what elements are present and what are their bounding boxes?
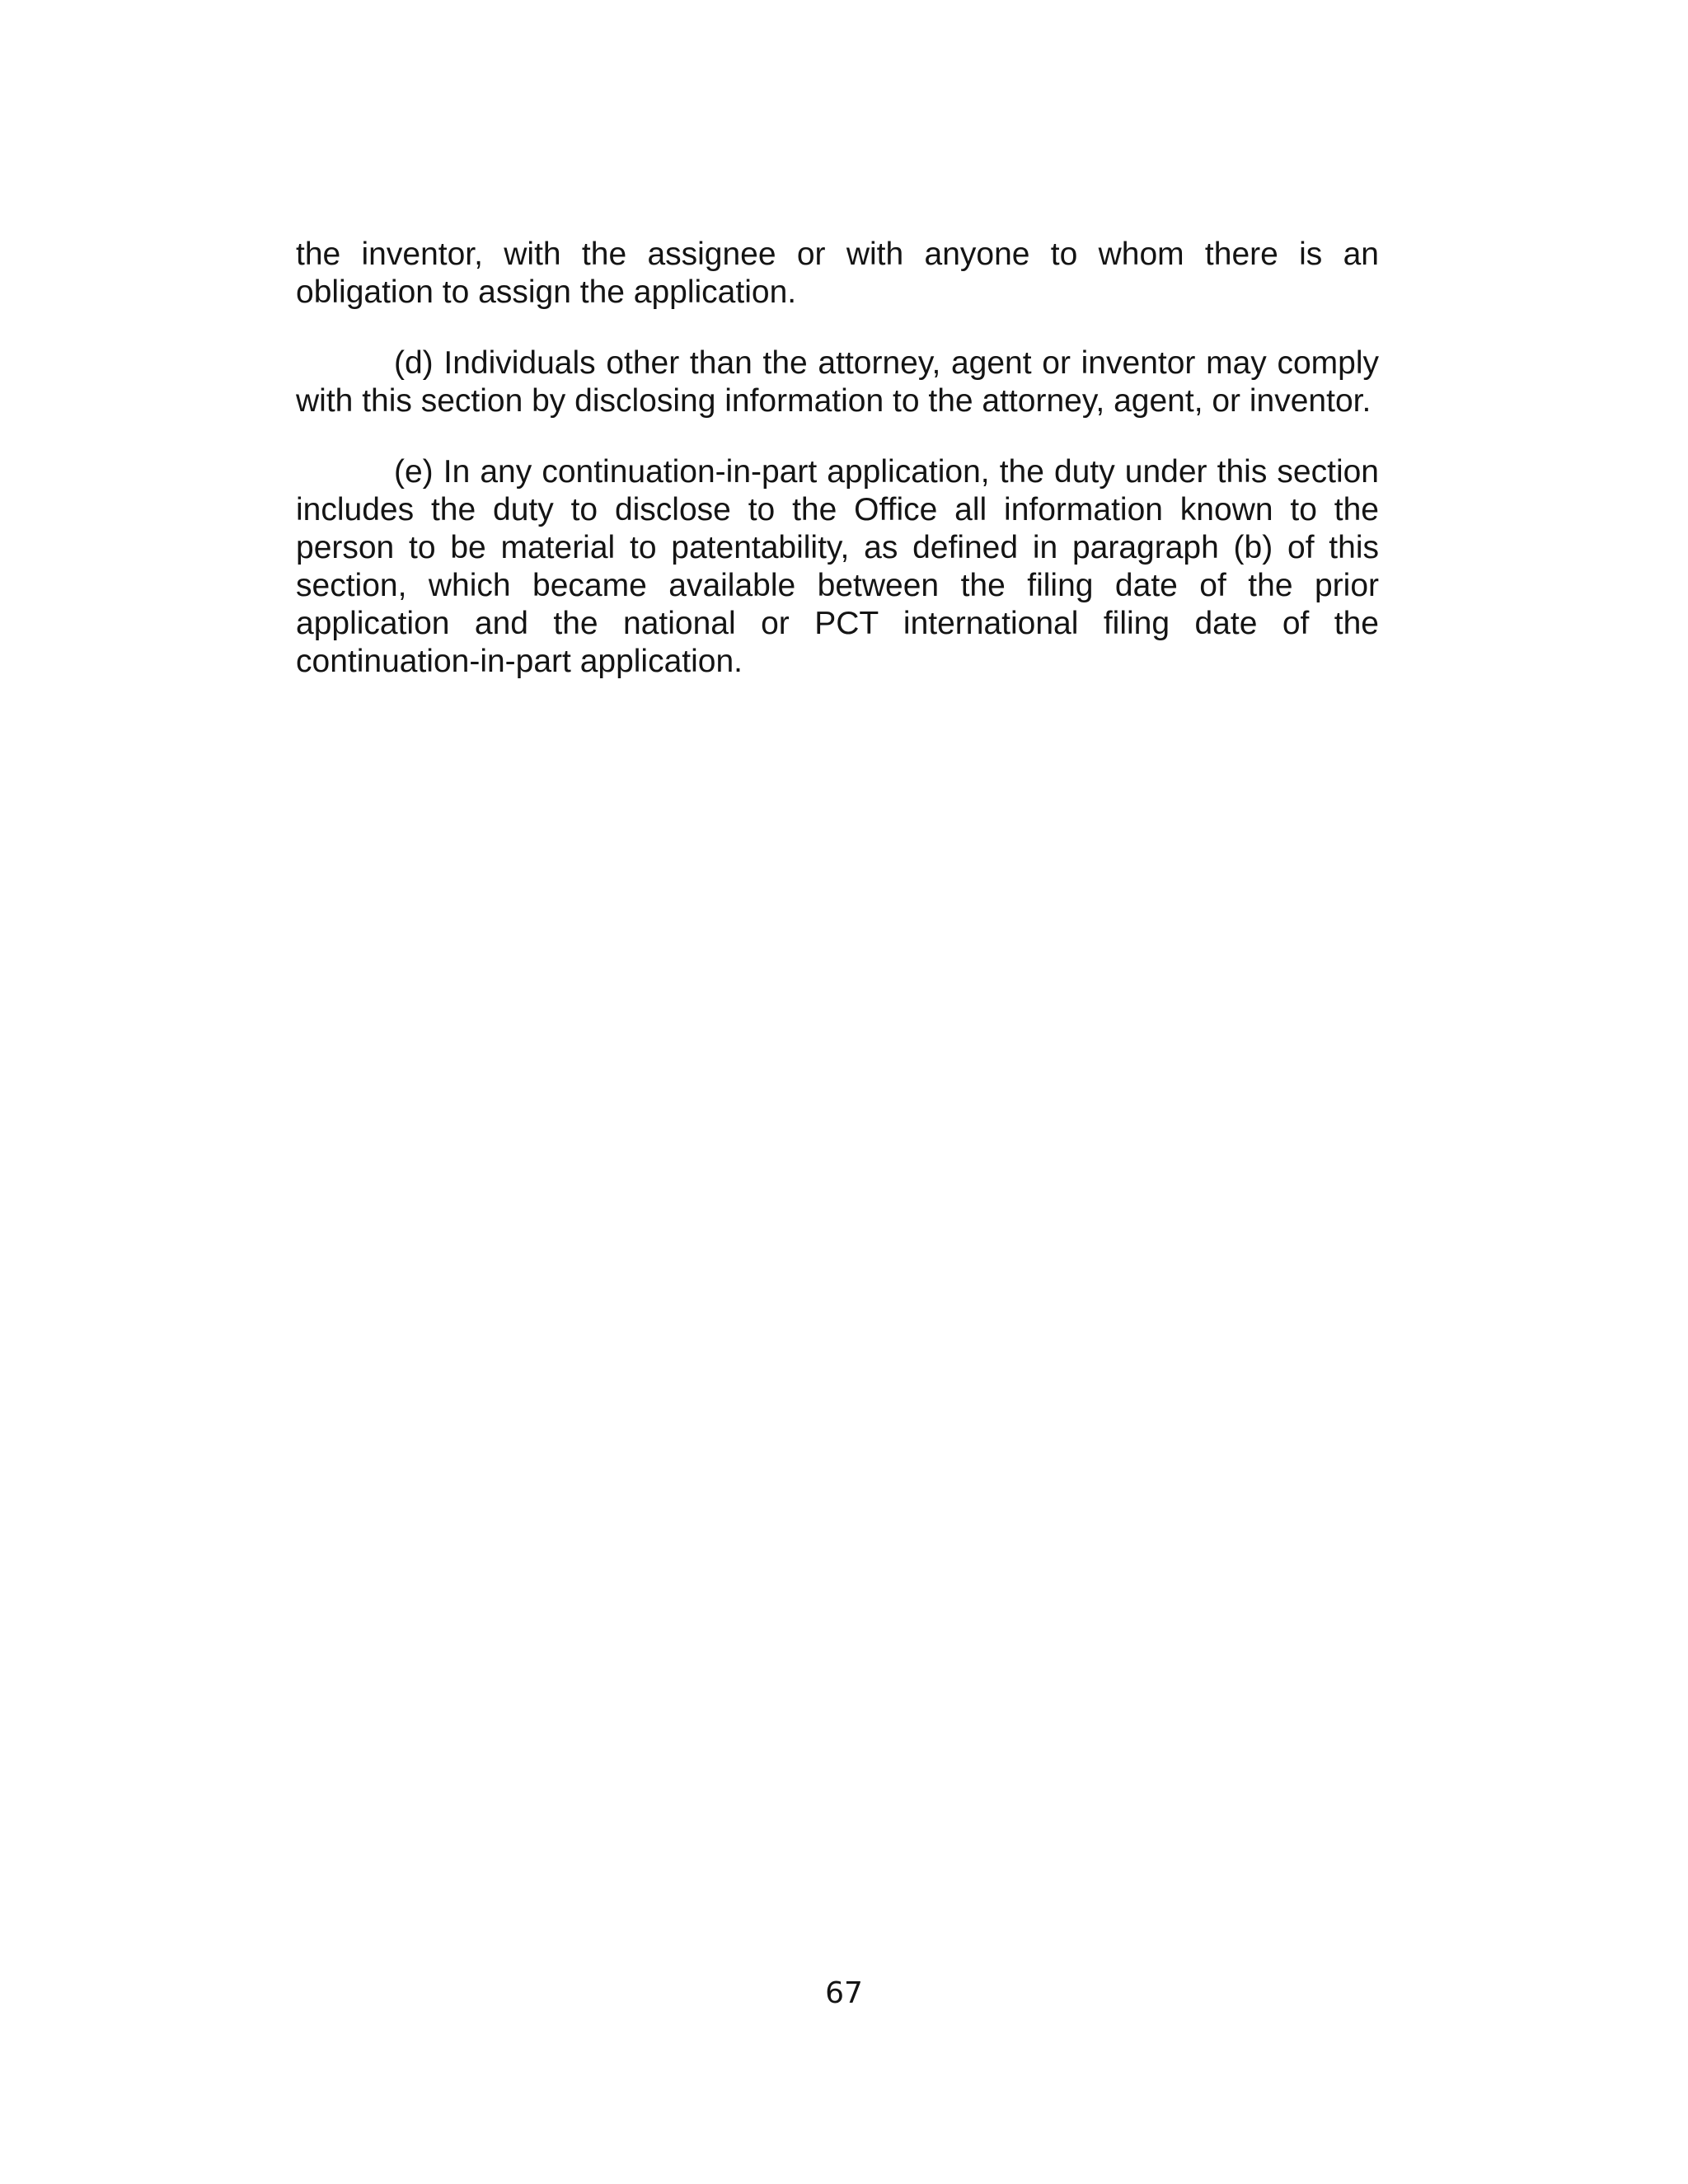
page-number: 67 [825,1976,863,2010]
paragraph-d: (d) Individuals other than the attorney, agent or inventor may comply with this section by disclosing information to the attorney, agent, or inventor. [296,345,1379,419]
body-text [296,236,1379,681]
paragraph-c-continuation: the inventor, with the assignee or with anyone to whom there is an obligation to assign the application. [296,237,1379,310]
paragraph-e: (e) In any continuation-in-part application, the duty under this section includes the duty to disclose to the Office all information known to the person to be material to patentability, as defined in paragraph (b) of this section, which became available between the filing date of the prior application and the national or PCT international filing date of the continuation-in-part application. [296,454,1379,679]
